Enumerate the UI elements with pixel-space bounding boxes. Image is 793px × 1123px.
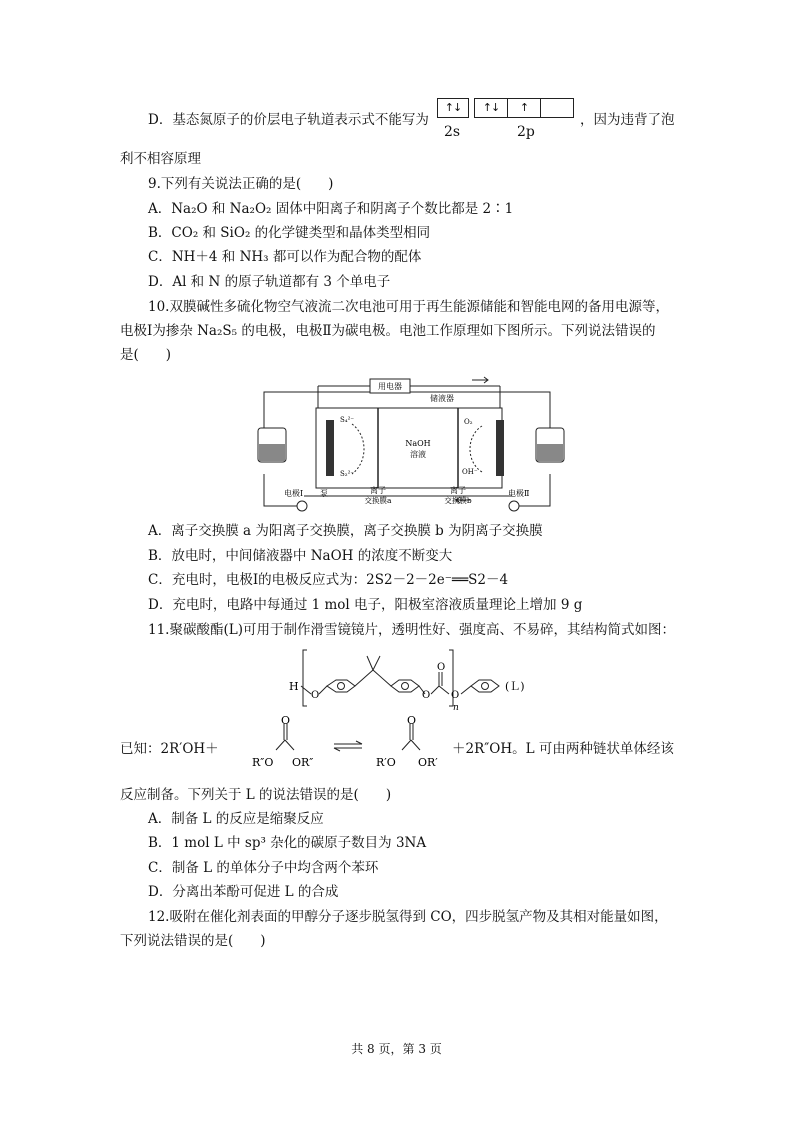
equilibrium-arrow-icon bbox=[334, 741, 362, 751]
q9-stem: 9.下列有关说法正确的是( ) bbox=[148, 176, 334, 192]
struct-o: O bbox=[422, 690, 431, 701]
reactant-o: O bbox=[281, 714, 291, 727]
membrane-b-label-1: 离子 bbox=[450, 486, 466, 495]
s2-label: S₂²⁻ bbox=[340, 470, 355, 478]
q9-option-b: B．CO₂ 和 SiO₂ 的化学键类型和晶体类型相同 bbox=[148, 225, 431, 241]
membrane-b-label-2: 交换膜b bbox=[444, 496, 472, 505]
oh-label: OH⁻ bbox=[462, 468, 478, 476]
q10-option-c: C．充电时，电极Ⅰ的电极反应式为：2S2－2－2e⁻══S2－4 bbox=[148, 572, 509, 588]
q8-option-d-line2: 利不相容原理 bbox=[120, 151, 201, 167]
orbital-box: ↑ bbox=[507, 98, 541, 118]
orbital-label-2s: 2s bbox=[444, 124, 461, 140]
product-left: R′O bbox=[376, 756, 396, 769]
orbital-box bbox=[540, 98, 574, 118]
q11-option-b: B．1 mol L 中 sp³ 杂化的碳原子数目为 3NA bbox=[148, 835, 427, 851]
q9-option-d: D．Al 和 N 的原子轨道都有 3 个单电子 bbox=[148, 274, 391, 290]
current-arrow-icon bbox=[472, 377, 488, 383]
electrode-1 bbox=[326, 420, 334, 476]
q12-stem-line2: 下列说法错误的是( ) bbox=[120, 933, 266, 949]
o2-label: O₂ bbox=[464, 418, 473, 426]
q10-stem-line3: 是( ) bbox=[120, 347, 172, 363]
orbital-2p bbox=[475, 98, 574, 118]
struct-o: O bbox=[437, 662, 446, 673]
reactant-right: OR″ bbox=[292, 756, 314, 769]
orbital-box: ↑↓ bbox=[437, 98, 469, 118]
pump-icon bbox=[297, 501, 307, 511]
q11-known-prefix: 已知：2R′OH＋ bbox=[120, 741, 219, 757]
product-o: O bbox=[407, 714, 417, 727]
q9-option-a: A．Na₂O 和 Na₂O₂ 固体中阳离子和阴离子个数比都是 2∶1 bbox=[148, 201, 514, 217]
s4-label: S₄²⁻ bbox=[340, 416, 355, 424]
reactant-left: R″O bbox=[252, 756, 274, 769]
q10-option-d: D．充电时，电路中每通过 1 mol 电子，阳极室溶液质量理论上增加 9 g bbox=[148, 597, 583, 613]
electrode-2-label: 电极Ⅱ bbox=[508, 489, 530, 498]
q8-option-d: D．基态氮原子的价层电子轨道表示式不能写为 bbox=[148, 112, 429, 128]
struct-o: O bbox=[311, 690, 320, 701]
membrane-a-label-1: 离子 bbox=[370, 486, 386, 495]
electrode-2 bbox=[496, 420, 504, 476]
membrane-a-label-2: 交换膜a bbox=[364, 496, 392, 505]
q10-option-b: B．放电时，中间储液器中 NaOH 的浓度不断变大 bbox=[148, 548, 453, 564]
struct-n: n bbox=[453, 703, 459, 713]
naoh-label: NaOH bbox=[405, 439, 431, 448]
q10-stem-line2: 电极Ⅰ为掺杂 Na₂S₅ 的电极，电极Ⅱ为碳电极。电池工作原理如下图所示。下列说法错误的 bbox=[120, 323, 656, 339]
electrode-1-label: 电极Ⅰ bbox=[284, 489, 304, 498]
product-right: OR′ bbox=[418, 756, 438, 769]
orbital-box: ↑↓ bbox=[474, 98, 508, 118]
pump-label: 泵 bbox=[320, 489, 328, 498]
q8-option-d-tail: ，因为违背了泡 bbox=[580, 112, 675, 128]
q11-option-c: C．制备 L 的单体分子中均含两个苯环 bbox=[148, 860, 379, 876]
q11-line2: 反应制备。下列关于 L 的说法错误的是( ) bbox=[120, 787, 392, 803]
q11-known-suffix: ＋2R″OH。L 可由两种链状单体经该 bbox=[452, 741, 674, 757]
orbital-label-2p: 2p bbox=[517, 124, 535, 140]
struct-h: H bbox=[289, 680, 299, 693]
pump-icon bbox=[509, 501, 519, 511]
page-footer: 共 8 页，第 3 页 bbox=[351, 1042, 442, 1056]
struct-l: (Ｌ) bbox=[505, 680, 525, 693]
solution-label: 溶液 bbox=[410, 450, 426, 459]
device-label: 用电器 bbox=[378, 382, 402, 391]
q10-stem-line1: 10.双膜碱性多硫化物空气液流二次电池可用于再生能源储能和智能电网的备用电源等， bbox=[148, 299, 669, 315]
q12-stem-line1: 12.吸附在催化剂表面的甲醇分子逐步脱氢得到 CO，四步脱氢产物及其相对能量如图， bbox=[148, 909, 668, 925]
orbital-2s bbox=[438, 98, 469, 118]
left-tank-liquid bbox=[259, 444, 285, 461]
polycarbonate-structure bbox=[285, 642, 555, 714]
struct-o: O bbox=[451, 690, 460, 701]
q10-option-a: A．离子交换膜 a 为阳离子交换膜，离子交换膜 b 为阴离子交换膜 bbox=[148, 523, 543, 539]
q9-option-c: C．NH＋4 和 NH₃ 都可以作为配合物的配体 bbox=[148, 249, 422, 265]
q11-stem: 11.聚碳酸酯(L)可用于制作滑雪镜镜片，透明性好、强度高、不易碎，其结构简式如图： bbox=[148, 622, 675, 638]
q11-option-d: D．分离出苯酚可促进 L 的合成 bbox=[148, 884, 339, 900]
right-tank-liquid bbox=[537, 444, 563, 461]
q11-option-a: A．制备 L 的反应是缩聚反应 bbox=[148, 811, 324, 827]
storage-label: 储液器 bbox=[430, 394, 454, 403]
reaction-equation bbox=[252, 714, 450, 778]
battery-diagram bbox=[252, 374, 562, 516]
